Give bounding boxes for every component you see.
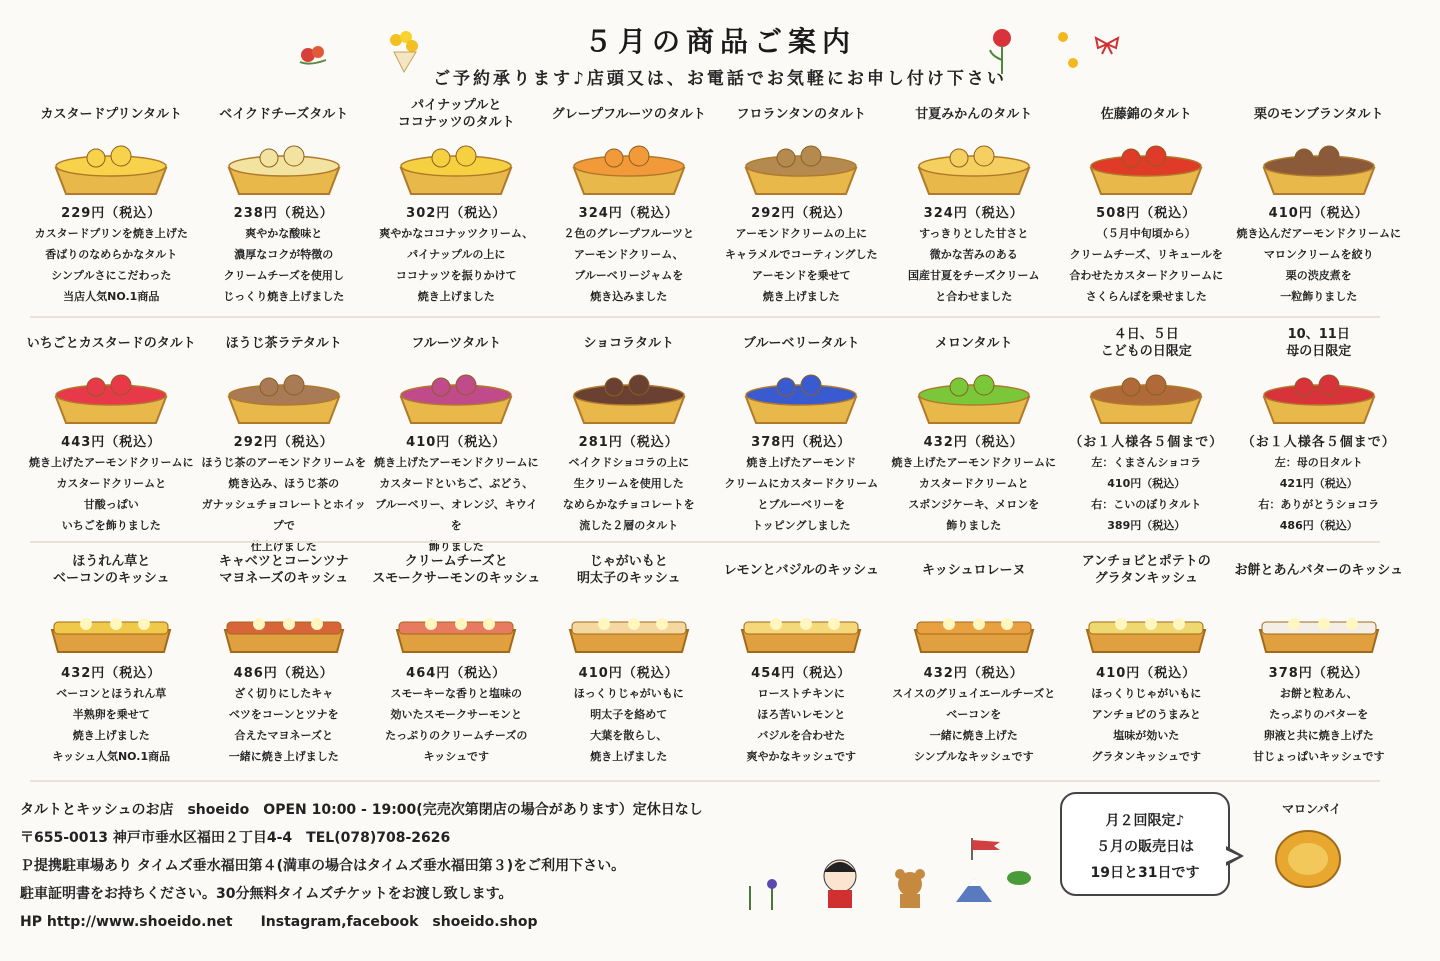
product-name: 甘夏みかんのタルト: [915, 106, 1033, 122]
product-card: [25, 548, 198, 778]
product-name: アンチョビとポテトの グラタンキッシュ: [1081, 554, 1211, 586]
product-card: [25, 325, 198, 537]
koinobori-icon: [968, 836, 1006, 862]
product-name: 佐藤錦のタルト: [1100, 106, 1192, 122]
fuji-icon: [954, 874, 994, 904]
product-card: [370, 548, 543, 778]
product-illustration: [736, 363, 866, 427]
product-price: 410円（税込）: [406, 435, 507, 450]
product-price: 432円（税込）: [61, 666, 162, 681]
product-price: 443円（税込）: [61, 435, 162, 450]
product-description: 焼き上げたアーモンドクリームに カスタードといちご、ぶどう、 ブルーベリー、オレンジ、キウイを 飾りました: [374, 456, 539, 553]
product-card: [1060, 548, 1233, 778]
product-illustration: [1254, 363, 1384, 427]
product-illustration: [564, 594, 694, 658]
product-illustration: [219, 134, 349, 198]
product-card: [370, 96, 543, 306]
product-card: [370, 325, 543, 553]
product-description: ２色のグレープフルーツと アーモンドクリーム、 ブルーベリージャムを 焼き込みました: [563, 227, 695, 303]
product-card: [198, 325, 371, 553]
product-card: [715, 96, 888, 306]
bubble-tail-inner: [1224, 849, 1239, 863]
product-price: 486円（税込）: [233, 666, 334, 681]
product-price: 281円（税込）: [578, 435, 679, 450]
product-illustration: [909, 134, 1039, 198]
product-name: ベイクドチーズタルト: [219, 106, 349, 122]
leaf-icon: [1004, 868, 1034, 888]
product-price: 508円（税込）: [1096, 206, 1197, 221]
product-card: [715, 325, 888, 537]
product-price: （お１人様各５個まで）: [1241, 435, 1396, 450]
product-description: お餅と粒あん、 たっぷりのバターを 卵液と共に焼き上げた 甘じょっぱいキッシュです: [1252, 687, 1385, 763]
product-card: [543, 96, 716, 306]
product-card: [543, 325, 716, 537]
product-description: 焼き上げたアーモンドクリームに カスタードクリームと 甘酸っぱい いちごを飾りました: [29, 456, 194, 532]
product-price: （お１人様各５個まで）: [1069, 435, 1224, 450]
bubble-line-1: 月２回限定♪: [1105, 813, 1185, 829]
product-name: キッシュロレーヌ: [922, 562, 1026, 578]
product-name: クリームチーズと スモークサーモンのキッシュ: [372, 554, 541, 586]
product-illustration: [564, 134, 694, 198]
product-illustration: [391, 134, 521, 198]
shop-hours: タルトとキッシュのお店 shoeido OPEN 10:00 - 19:00(完売次第閉店の場合があります）定休日なし: [20, 802, 703, 818]
product-illustration: [1081, 363, 1211, 427]
product-row-tarts-2: [25, 325, 1405, 553]
product-card: [1060, 325, 1233, 537]
product-name: 10、11日 母の日限定: [1286, 327, 1352, 359]
product-description: 焼き込んだアーモンドクリームに マロンクリームを絞り 栗の渋皮煮を 一粒飾りました: [1236, 227, 1401, 303]
product-price: 302円（税込）: [406, 206, 507, 221]
product-name: じゃがいもと 明太子のキッシュ: [577, 554, 681, 586]
product-illustration: [736, 134, 866, 198]
product-illustration: [1254, 134, 1384, 198]
product-illustration: [909, 363, 1039, 427]
product-illustration: [391, 594, 521, 658]
product-card: [1233, 548, 1406, 778]
iris-icon: [744, 872, 784, 912]
product-name: いちごとカスタードのタルト: [26, 335, 196, 351]
product-name: お餅とあんバターのキッシュ: [1234, 562, 1403, 578]
kintaro-icon: [812, 850, 868, 912]
bubble-line-2: ５月の販売日は: [1096, 839, 1194, 855]
product-card: [1060, 96, 1233, 306]
page-title: ５月の商品ご案内: [583, 25, 856, 58]
product-description: ほうじ茶のアーモンドクリームを 焼き込み、ほうじ茶の ガナッシュチョコレートとホイップで 仕上げました: [201, 456, 366, 553]
product-illustration: [46, 134, 176, 198]
product-price: 292円（税込）: [233, 435, 334, 450]
product-name: ほうじ茶ラテタルト: [225, 335, 342, 351]
product-name: ほうれん草と ベーコンのキッシュ: [53, 554, 170, 586]
marron-pie-icon: [1272, 826, 1344, 892]
product-description: スイスのグリュイエールチーズと ベーコンを 一緒に焼き上げた シンプルなキッシュです: [892, 687, 1056, 763]
product-price: 410円（税込）: [578, 666, 679, 681]
divider: [30, 780, 1380, 782]
product-price: 464円（税込）: [406, 666, 507, 681]
product-card: [888, 548, 1061, 778]
product-card: [888, 96, 1061, 306]
product-illustration: [1081, 134, 1211, 198]
limited-sale-bubble: [1060, 792, 1230, 896]
shop-address: 〒655-0013 神戸市垂水区福田２丁目4-4 TEL(078)708-2626: [20, 830, 451, 846]
product-price: 378円（税込）: [1268, 666, 1369, 681]
product-price: 410円（税込）: [1268, 206, 1369, 221]
product-description: 爽やかな酸味と 濃厚なコクが特徴の クリームチーズを使用し じっくり焼き上げました: [223, 227, 345, 303]
product-card: [25, 96, 198, 306]
product-name: 栗のモンブランタルト: [1254, 106, 1384, 122]
product-description: スモーキーな香りと塩味の 効いたスモークサーモンと たっぷりのクリームチーズの キッシュです: [385, 687, 528, 763]
product-description: ざく切りにしたキャ ベツをコーンとツナを 合えたマヨネーズと 一緒に焼き上げました: [228, 687, 339, 763]
product-illustration: [391, 363, 521, 427]
product-name: ショコラタルト: [583, 335, 675, 351]
product-illustration: [46, 594, 176, 658]
divider: [30, 316, 1380, 318]
product-price: 238円（税込）: [233, 206, 334, 221]
product-name: フロランタンのタルト: [736, 106, 866, 122]
web-links: HP http://www.shoeido.net Instagram,facebook shoeido.shop: [20, 914, 538, 930]
product-illustration: [909, 594, 1039, 658]
product-row-quiche: [25, 548, 1405, 778]
product-description: 焼き上げたアーモンド クリームにカスタードクリーム とブルーベリーを トッピングしました: [724, 456, 879, 532]
product-description: ほっくりじゃがいもに 明太子を絡めて 大葉を散らし、 焼き上げました: [573, 687, 684, 763]
parking-info: Ｐ提携駐車場あり タイムズ垂水福田第４(満車の場合はタイムズ垂水福田第３)をご利用下さい。: [20, 858, 626, 874]
product-card: [1233, 96, 1406, 306]
product-description: ベーコンとほうれん草 半熟卵を乗せて 焼き上げました キッシュ人気NO.1商品: [52, 687, 171, 763]
product-description: 爽やかなココナッツクリーム、 パイナップルの上に ココナッツを振りかけて 焼き上げました: [379, 227, 534, 303]
bubble-line-3: 19日と31日です: [1090, 865, 1200, 881]
product-card: [198, 548, 371, 778]
product-price: 410円（税込）: [1096, 666, 1197, 681]
product-price: 229円（税込）: [61, 206, 162, 221]
product-illustration: [219, 363, 349, 427]
product-illustration: [219, 594, 349, 658]
product-illustration: [1081, 594, 1211, 658]
product-price: 454円（税込）: [751, 666, 852, 681]
product-card: [888, 325, 1061, 537]
product-illustration: [46, 363, 176, 427]
product-name: レモンとバジルのキッシュ: [723, 562, 879, 578]
product-name: グレープフルーツのタルト: [551, 106, 706, 122]
product-illustration: [1254, 594, 1384, 658]
product-illustration: [736, 594, 866, 658]
product-illustration: [564, 363, 694, 427]
product-name: カスタードプリンタルト: [40, 106, 183, 122]
bear-icon: [890, 866, 930, 910]
product-description: ベイクドショコラの上に 生クリームを使用した なめらかなチョコレートを 流した２層のタルト: [562, 456, 695, 532]
product-card: [543, 548, 716, 778]
product-description: （５月中旬頃から） クリームチーズ、リキュールを 合わせたカスタードクリームに さくらんぼを乗せました: [1069, 227, 1224, 303]
page-subtitle: ご予約承ります♪店頭又は、お電話でお気軽にお申し付け下さい: [433, 69, 1007, 89]
product-card: [198, 96, 371, 306]
product-name: ４日、５日 こどもの日限定: [1100, 327, 1192, 359]
product-price: 324円（税込）: [923, 206, 1024, 221]
product-description: すっきりとした甘さと 微かな苦みのある 国産甘夏をチーズクリーム と合わせました: [908, 227, 1040, 303]
product-description: カスタードプリンを焼き上げた 香ばりのなめらかなタルト シンプルさにこだわった 当店人気NO.1商品: [34, 227, 188, 303]
product-row-tarts-1: [25, 96, 1405, 306]
product-description: ほっくりじゃがいもに アンチョビのうまみと 塩味が効いた グラタンキッシュです: [1091, 687, 1202, 763]
product-description: 焼き上げたアーモンドクリームに カスタードクリームと スポンジケーキ、メロンを 飾りました: [891, 456, 1056, 532]
product-card: [1233, 325, 1406, 537]
product-name: メロンタルト: [935, 335, 1013, 351]
shop-info: [20, 796, 703, 936]
product-price: 378円（税込）: [751, 435, 852, 450]
product-description: ローストチキンに ほろ苦いレモンと バジルを合わせた 爽やかなキッシュです: [746, 687, 857, 763]
product-price: 432円（税込）: [923, 435, 1024, 450]
product-description: 左：くまさんショコラ 410円（税込） 右：こいのぼりタルト 389円（税込）: [1091, 456, 1202, 532]
product-name: キャベツとコーンツナ マヨネーズのキッシュ: [218, 554, 349, 586]
product-name: フルーツタルト: [411, 335, 502, 351]
marron-pie-label: マロンパイ: [1282, 802, 1342, 816]
product-description: アーモンドクリームの上に キャラメルでコーティングした アーモンドを乗せて 焼き上げました: [724, 227, 878, 303]
product-price: 432円（税込）: [923, 666, 1024, 681]
product-name: パイナップルと ココナッツのタルト: [397, 98, 515, 130]
divider: [30, 541, 1380, 543]
product-description: 左：母の日タルト 421円（税込） 右：ありがとうショコラ 486円（税込）: [1258, 456, 1380, 532]
product-name: ブルーベリータルト: [743, 335, 860, 351]
product-card: [715, 548, 888, 778]
parking-ticket: 駐車証明書をお持ちください。30分無料タイムズチケットをお渡し致します。: [20, 886, 513, 902]
product-price: 324円（税込）: [578, 206, 679, 221]
product-price: 292円（税込）: [751, 206, 852, 221]
